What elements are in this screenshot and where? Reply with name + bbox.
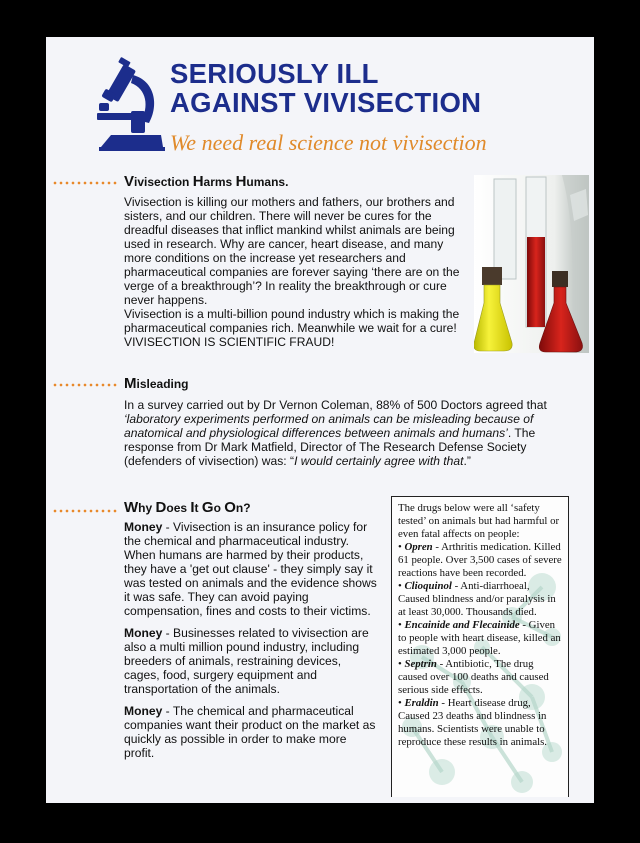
microscope-icon bbox=[97, 55, 167, 151]
drugs-intro: The drugs below were all ‘safety tested’ on animals but had harmful or even fatal affects on people: bbox=[398, 502, 560, 540]
dotted-line-leader-2 bbox=[52, 383, 118, 387]
tagline: We need real science not vivisection bbox=[170, 130, 487, 155]
dotted-line-leader-3 bbox=[52, 509, 118, 513]
drug-item: • Clioquinol - Anti-diarrhoeal, Caused blindness and/or paralysis in at least 30,000. Thousands died. bbox=[398, 580, 556, 618]
section-title-why: Why Does It Go On? bbox=[124, 499, 251, 516]
matfield-quote: I would certainly agree with that bbox=[294, 454, 464, 468]
money-item-1: Money - Vivisection is an insurance policy for the chemical and pharmaceutical industry. When humans are harmed by their products, they have a 'get out clause' - they simply say it was tested on animals and the evidence shows it was safe. They can avoid paying compensation, fines and costs to their victims. bbox=[124, 520, 377, 618]
harms-paragraph-1: Vivisection is killing our mothers and fathers, our brothers and sisters, and our children. There will never be cures for the dreadful diseases that inflict mankind whilst animals are being used in research. Why are cancer, heart disease, and many more conditions on the increase yet researchers and pharmaceutical companies are forever saying ‘there are on the verge of a breakthrough’? In reality the breakthrough or cure never happens. bbox=[124, 195, 460, 307]
section-body-harms bbox=[124, 195, 470, 349]
survey-quote: ‘laboratory experiments performed on animals can be misleading because of anatomical and physiological differences between animals and humans’ bbox=[124, 412, 534, 440]
drug-item: • Eraldin - Heart disease drug, Caused 23 deaths and blindness in humans. Scientists were unable to reproduce these results in animals. bbox=[398, 697, 548, 748]
section-body-misleading: In a survey carried out by Dr Vernon Coleman, 88% of 500 Doctors agreed that ‘laboratory experiments performed on animals can be misleading because of anatomical and physiological differences between animals and humans’. The response from Dr Mark Matfield, Director of The Research Defense Society (defenders of vivisection) was: “I would certainly agree with that.” bbox=[124, 398, 547, 468]
section-title-harms: Vivisection Harms Humans. bbox=[124, 173, 289, 190]
dotted-line-leader-1 bbox=[52, 181, 118, 185]
drug-item: • Encainide and Flecainide - Given to people with heart disease, killed an estimated 3,000 people. bbox=[398, 619, 561, 657]
section-body-why bbox=[124, 520, 380, 768]
leaflet-card bbox=[46, 37, 594, 803]
test-tubes-flasks-photo bbox=[474, 175, 589, 353]
drug-item: • Opren - Arthritis medication. Killed 61 people. Over 3,500 cases of severe reactions have been recorded. bbox=[398, 541, 562, 579]
section-title-misleading: Misleading bbox=[124, 375, 189, 392]
money-item-2: Money - Businesses related to vivisection are also a multi million pound industry, including breeders of animals, restraining devices, cages, food, surgery equipment and transportation of the animals. bbox=[124, 626, 369, 696]
harmful-drugs-box bbox=[391, 496, 569, 797]
harms-paragraph-2: Vivisection is a multi-billion pound industry which is making the pharmaceutical companies rich. Meanwhile we wait for a cure! VIVISECTION IS SCIENTIFIC FRAUD! bbox=[124, 307, 460, 349]
money-item-3: Money - The chemical and pharmaceutical companies want their product on the market as quickly as possible in order to make more profit. bbox=[124, 704, 376, 760]
drug-item: • Septrin - Antibiotic, The drug caused over 100 deaths and caused serious side effects. bbox=[398, 658, 549, 696]
page-title: SERIOUSLY ILL AGAINST VIVISECTION bbox=[170, 58, 482, 118]
drugs-text bbox=[392, 497, 568, 749]
